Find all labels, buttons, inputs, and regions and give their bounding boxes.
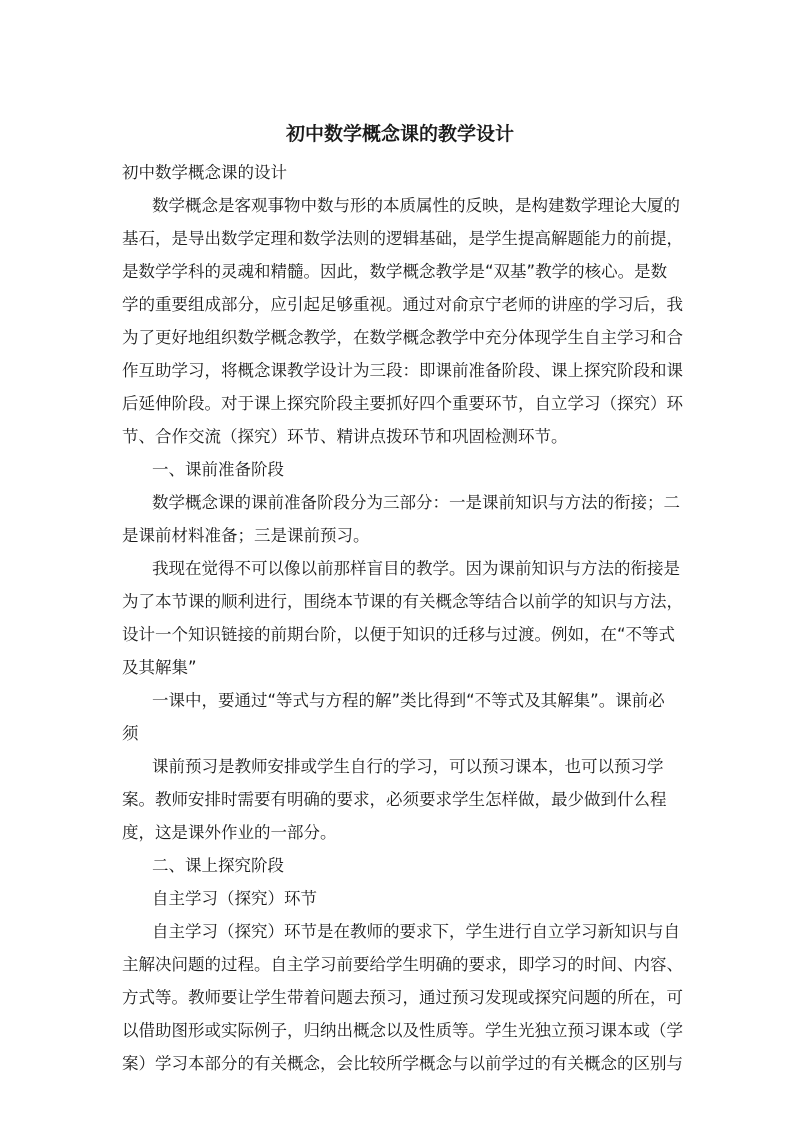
subsection-heading: 自主学习（探究）环节 <box>152 889 317 908</box>
section-heading: 一、课前准备阶段 <box>152 460 284 479</box>
paragraph-line: 数学概念是客观事物中数与形的本质属性的反映，是构建数学理论大厦的 <box>152 196 680 215</box>
paragraph-line: 作互助学习，将概念课教学设计为三段：即课前准备阶段、课上探究阶段和课 <box>122 361 683 380</box>
paragraph-line: 基石，是导出数学定理和数学法则的逻辑基础，是学生提高解题能力的前提， <box>122 229 683 248</box>
document-subtitle: 初中数学概念课的设计 <box>122 163 287 182</box>
section-heading: 二、课上探究阶段 <box>152 856 284 875</box>
paragraph-line: 度，这是课外作业的一部分。 <box>122 823 337 842</box>
paragraph-line: 是课前材料准备；三是课前预习。 <box>122 526 370 545</box>
paragraph-line: 须 <box>122 724 139 743</box>
paragraph-line: 一课中，要通过“等式与方程的解”类比得到“不等式及其解集”。课前必 <box>152 691 665 710</box>
paragraph-line: 及其解集” <box>122 658 197 677</box>
paragraph-line: 数学概念课的课前准备阶段分为三部分：一是课前知识与方法的衔接；二 <box>152 493 680 512</box>
paragraph-line: 课前预习是教师安排或学生自行的学习，可以预习课本，也可以预习学 <box>152 757 664 776</box>
paragraph-line: 是数学学科的灵魂和精髓。因此，数学概念教学是“双基”教学的核心。是数 <box>122 262 668 281</box>
paragraph-line: 为了本节课的顺利进行，围绕本节课的有关概念等结合以前学的知识与方法， <box>122 592 683 611</box>
paragraph-line: 主解决问题的过程。自主学习前要给学生明确的要求，即学习的时间、内容、 <box>122 955 683 974</box>
paragraph-line: 设计一个知识链接的前期台阶，以便于知识的迁移与过渡。例如，在“不等式 <box>122 625 676 644</box>
paragraph-line: 节、合作交流（探究）环节、精讲点拨环节和巩固检测环节。 <box>122 427 568 446</box>
paragraph-line: 学的重要组成部分，应引起足够重视。通过对俞京宁老师的讲座的学习后，我 <box>122 295 683 314</box>
paragraph-line: 方式等。教师要让学生带着问题去预习，通过预习发现或探究问题的所在，可 <box>122 988 683 1007</box>
paragraph-line: 以借助图形或实际例子，归纳出概念以及性质等。学生光独立预习课本或（学 <box>122 1021 683 1040</box>
paragraph-line: 案。教师安排时需要有明确的要求，必须要求学生怎样做，最少做到什么程 <box>122 790 667 809</box>
document-title: 初中数学概念课的教学设计 <box>285 123 514 145</box>
paragraph-line: 自主学习（探究）环节是在教师的要求下，学生进行自立学习新知识与自 <box>152 922 680 941</box>
paragraph-line: 我现在觉得不可以像以前那样盲目的教学。因为课前知识与方法的衔接是 <box>152 559 680 578</box>
paragraph-line: 为了更好地组织数学概念教学，在数学概念教学中充分体现学生自主学习和合 <box>122 328 683 347</box>
paragraph-line: 案）学习本部分的有关概念，会比较所学概念与以前学过的有关概念的区别与 <box>122 1054 683 1073</box>
paragraph-line: 后延伸阶段。对于课上探究阶段主要抓好四个重要环节，自立学习（探究）环 <box>122 394 683 413</box>
